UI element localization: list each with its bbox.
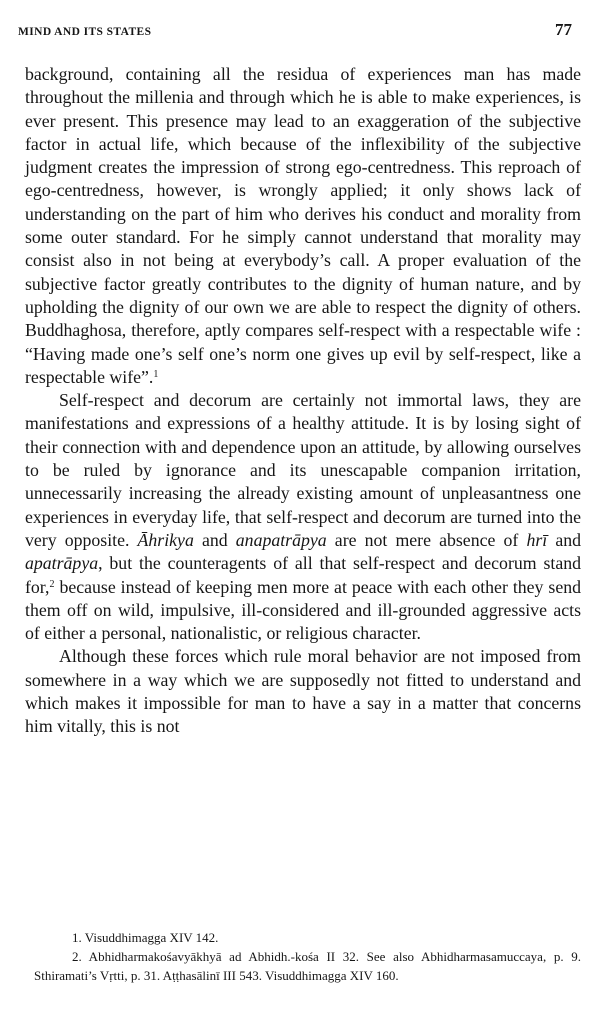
- term-ahrikya: Āhrikya: [137, 529, 194, 550]
- page-header: [18, 20, 572, 44]
- paragraph-3: [25, 645, 581, 738]
- footnote-2: 2. Abhidharmakośavyākhyā ad Abhidh.-kośa II 32. See also Abhidharmasamuccaya, p. 9. Sthiramati’s Vṛtti, p. 31. Aṭṭhasālinī III 543. Visuddhimagga XIV 160.: [34, 949, 581, 983]
- paragraph-1: [25, 63, 581, 389]
- paragraph-2-text-a: Self-respect and decorum are certainly not immortal laws, they are manifestations and expressions of a healthy attitude. It is by losing sight of their connection with and dependence upon an attitude, by allowing ourselves to be ruled by ignorance and its unescapable companion irritation, unnecessarily increasing the already existing amount of unpleasantness one experiences in everyday life, that self-respect and decorum are turned into the very opposite.: [25, 390, 581, 550]
- conjunction-and-1: and: [201, 529, 228, 550]
- term-anapatrapya: anapatrāpya: [235, 529, 327, 550]
- paragraph-2-text-c: , but the counteragents of all that self-respect and decorum stand for,: [25, 553, 581, 597]
- footnote-ref-1: 1: [153, 368, 159, 380]
- body-text: [25, 63, 581, 739]
- paragraph-1-text: background, containing all the residua of experiences man has made throughout the millenia and through which he is able to make experiences, is ever present. This presence may lead to an exaggeration of the subjective factor in actual life, which because of the inflexibility of the subjective judgment creates the impression of strong ego-centredness. This reproach of ego-centredness, however, is wrongly applied; it only shows lack of understanding on the part of him who derives his conduct and morality from some outer standard. For he simply cannot understand that morality may consist also in not being at everybody’s call. A proper evaluation of the subjective factor greatly contributes to the dignity of human nature, and by upholding the dignity of our own we are able to respect the dignity of others. Buddhaghosa, therefore, aptly compares self-respect with a respectable wife : “Having made one’s self one’s norm one gives up evil by self-respect, like a respectable wife”.: [25, 64, 581, 387]
- paragraph-3-text: Although these forces which rule moral behavior are not imposed from somewhere in a way which we are supposedly not fitted to understand and which makes it impossible for man to have a say in a matter that concerns him vitally, this is not: [25, 646, 581, 737]
- footnotes: [34, 928, 581, 985]
- footnote-ref-2: 2: [49, 578, 55, 590]
- term-apatrapya: apatrāpya: [25, 553, 99, 574]
- page-number: 77: [555, 20, 572, 39]
- term-hri: hrī: [526, 529, 548, 550]
- footnote-1: 1. Visuddhimagga XIV 142.: [72, 930, 219, 945]
- running-title: MIND AND ITS STATES: [18, 26, 152, 38]
- paragraph-2: [25, 389, 581, 645]
- conjunction-and-2: and: [555, 529, 582, 550]
- paragraph-2-text-b: are not mere absence of: [334, 529, 519, 550]
- paragraph-2-text-d: because instead of keeping men more at peace with each other they send them off on wild, impulsive, ill-considered and ill-grounded aggressive acts of either a personal, nationalistic, or religious character.: [25, 576, 581, 644]
